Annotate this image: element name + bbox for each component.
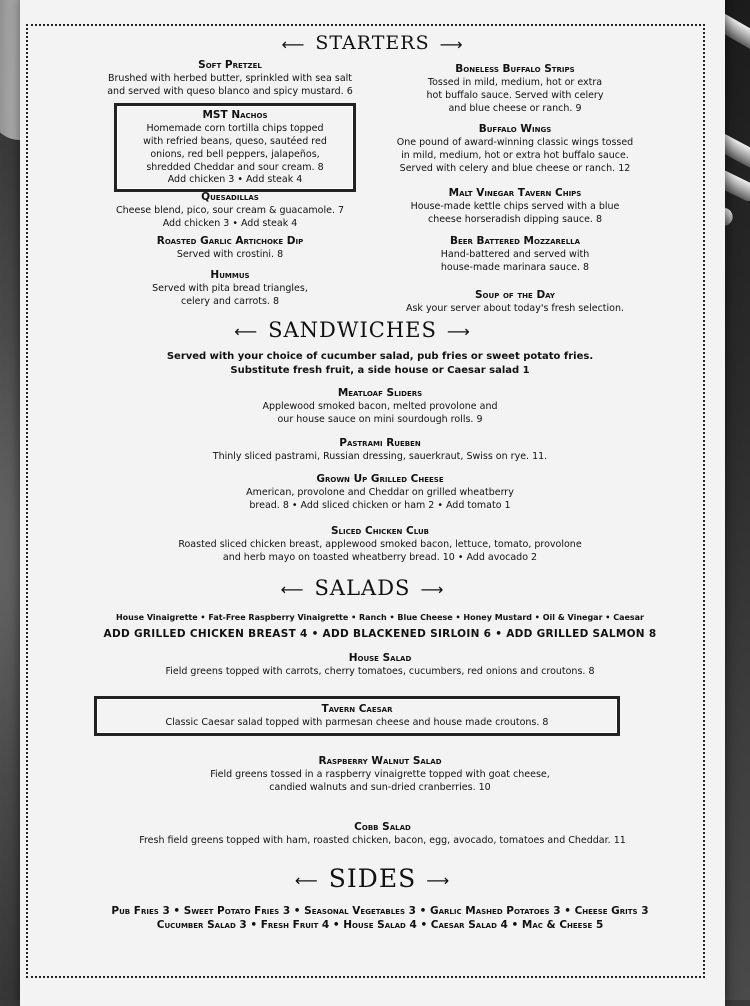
item-desc: Classic Caesar salad topped with parmesan cheese and house made croutons. 8 [97, 717, 617, 730]
item-desc: Served with crostini. 8 [80, 249, 380, 262]
item-desc: candied walnuts and sun-dried cranberries. 10 [60, 782, 700, 795]
menu-item-beer-mozzarella [370, 234, 660, 275]
salads-heading: ⟵ SALADS ⟶ [10, 576, 715, 600]
item-desc: Add chicken 3 • Add steak 4 [80, 218, 380, 231]
item-desc: American, provolone and Cheddar on grilled wheatberry [80, 487, 680, 500]
item-name: Sliced Chicken Club [60, 524, 700, 538]
menu-item-hummus [80, 268, 380, 309]
item-desc: celery and carrots. 8 [80, 296, 380, 309]
menu-card [20, 0, 725, 1006]
sides-list [60, 904, 700, 932]
menu-item-buffalo-wings [365, 122, 665, 176]
item-name: Tavern Caesar [97, 702, 617, 716]
item-name: Grown Up Grilled Cheese [80, 472, 680, 486]
item-desc: One pound of award-winning classic wings tossed [365, 137, 665, 150]
item-name: Boneless Buffalo Strips [375, 62, 655, 76]
item-desc: shredded Cheddar and sour cream. 8 [117, 162, 353, 175]
item-name: Meatloaf Sliders [110, 386, 650, 400]
item-desc: hot buffalo sauce. Served with celery [375, 90, 655, 103]
item-desc: Applewood smoked bacon, melted provolone and [110, 401, 650, 414]
item-desc: bread. 8 • Add sliced chicken or ham 2 • Add tomato 1 [80, 500, 680, 513]
item-desc: Tossed in mild, medium, hot or extra [375, 77, 655, 90]
right-arrow-icon: ⟶ [426, 871, 450, 890]
item-desc: Add chicken 3 • Add steak 4 [117, 174, 353, 187]
item-desc: Brushed with herbed butter, sprinkled with sea salt [80, 73, 380, 86]
item-desc: Thinly sliced pastrami, Russian dressing, sauerkraut, Swiss on rye. 11. [80, 451, 680, 464]
item-name: Malt Vinegar Tavern Chips [370, 186, 660, 200]
sandwiches-heading: ⟵ SANDWICHES ⟶ [0, 318, 705, 342]
item-desc: Field greens tossed in a raspberry vinaigrette topped with goat cheese, [60, 769, 700, 782]
starters-heading: ⟵ STARTERS ⟶ [20, 32, 725, 54]
item-desc: and served with queso blanco and spicy mustard. 6 [80, 86, 380, 99]
item-name: Raspberry Walnut Salad [60, 754, 700, 768]
item-name: Buffalo Wings [365, 122, 665, 136]
item-name: Soft Pretzel [80, 58, 380, 72]
item-desc: and blue cheese or ranch. 9 [375, 103, 655, 116]
item-desc: Ask your server about today's fresh selection. [370, 303, 660, 316]
item-name: Quesadillas [80, 190, 380, 204]
item-desc: house-made marinara sauce. 8 [370, 262, 660, 275]
salad-addons: ADD GRILLED CHICKEN BREAST 4 • ADD BLACKENED SIRLOIN 6 • ADD GRILLED SALMON 8 [50, 627, 710, 641]
item-desc: cheese horseradish dipping sauce. 8 [370, 214, 660, 227]
menu-item-grilled-cheese [80, 472, 680, 513]
sides-heading: ⟵ SIDES ⟶ [20, 864, 725, 893]
menu-item-raspberry-walnut [60, 754, 700, 795]
item-desc: Homemade corn tortilla chips topped [117, 123, 353, 136]
menu-item-mst-nachos [115, 104, 355, 191]
dressing-options: House Vinaigrette • Fat-Free Raspberry Vinaigrette • Ranch • Blue Cheese • Honey Mustard • Oil & Vinegar • Caesar [50, 613, 710, 624]
menu-item-house-salad [60, 651, 700, 679]
menu-item-tavern-chips [370, 186, 660, 227]
item-desc: Roasted sliced chicken breast, applewood smoked bacon, lettuce, tomato, provolone [60, 539, 700, 552]
item-desc: and herb mayo on toasted wheatberry bread. 10 • Add avocado 2 [60, 552, 700, 565]
item-desc: with refried beans, queso, sautéed red [117, 136, 353, 149]
item-desc: House-made kettle chips served with a blue [370, 201, 660, 214]
menu-item-artichoke-dip [80, 234, 380, 262]
item-desc: our house sauce on mini sourdough rolls. 9 [110, 414, 650, 427]
sandwiches-intro: Served with your choice of cucumber salad, pub fries or sweet potato fries. Substitute fresh fruit, a side house or Caesar salad 1 [60, 350, 700, 377]
right-arrow-icon: ⟶ [420, 580, 444, 599]
menu-item-chicken-club [60, 524, 700, 565]
menu-item-quesadillas [80, 190, 380, 231]
sides-line: Cucumber Salad 3 • Fresh Fruit 4 • House Salad 4 • Caesar Salad 4 • Mac & Cheese 5 [60, 918, 700, 932]
left-arrow-icon: ⟵ [295, 871, 319, 890]
item-name: MST Nachos [117, 108, 353, 122]
item-desc: Hand-battered and served with [370, 249, 660, 262]
item-name: Cobb Salad [50, 820, 715, 834]
right-arrow-icon: ⟶ [447, 322, 471, 341]
menu-item-soup [370, 288, 660, 316]
menu-item-soft-pretzel [80, 58, 380, 99]
item-desc: Served with pita bread triangles, [80, 283, 380, 296]
item-name: Hummus [80, 268, 380, 282]
item-desc: onions, red bell peppers, jalapeños, [117, 149, 353, 162]
item-name: Beer Battered Mozzarella [370, 234, 660, 248]
item-name: Pastrami Rueben [80, 436, 680, 450]
item-name: House Salad [60, 651, 700, 665]
menu-item-cobb-salad [50, 820, 715, 848]
item-desc: in mild, medium, hot or extra hot buffalo sauce. [365, 150, 665, 163]
sides-line: Pub Fries 3 • Sweet Potato Fries 3 • Seasonal Vegetables 3 • Garlic Mashed Potatoes 3 • Cheese Grits 3 [60, 904, 700, 918]
item-desc: Served with celery and blue cheese or ranch. 12 [365, 163, 665, 176]
menu-item-tavern-caesar [95, 697, 619, 735]
right-arrow-icon: ⟶ [440, 35, 464, 54]
menu-item-buffalo-strips [375, 62, 655, 116]
left-arrow-icon: ⟵ [281, 580, 305, 599]
item-desc: Field greens topped with carrots, cherry tomatoes, cucumbers, red onions and croutons. 8 [60, 666, 700, 679]
item-desc: Fresh field greens topped with ham, roasted chicken, bacon, egg, avocado, tomatoes and Cheddar. 11 [50, 835, 715, 848]
item-desc: Cheese blend, pico, sour cream & guacamole. 7 [80, 205, 380, 218]
item-name: Roasted Garlic Artichoke Dip [80, 234, 380, 248]
left-arrow-icon: ⟵ [234, 322, 258, 341]
left-arrow-icon: ⟵ [281, 35, 305, 54]
item-name: Soup of the Day [370, 288, 660, 302]
menu-item-pastrami-rueben [80, 436, 680, 464]
menu-item-meatloaf-sliders [110, 386, 650, 427]
